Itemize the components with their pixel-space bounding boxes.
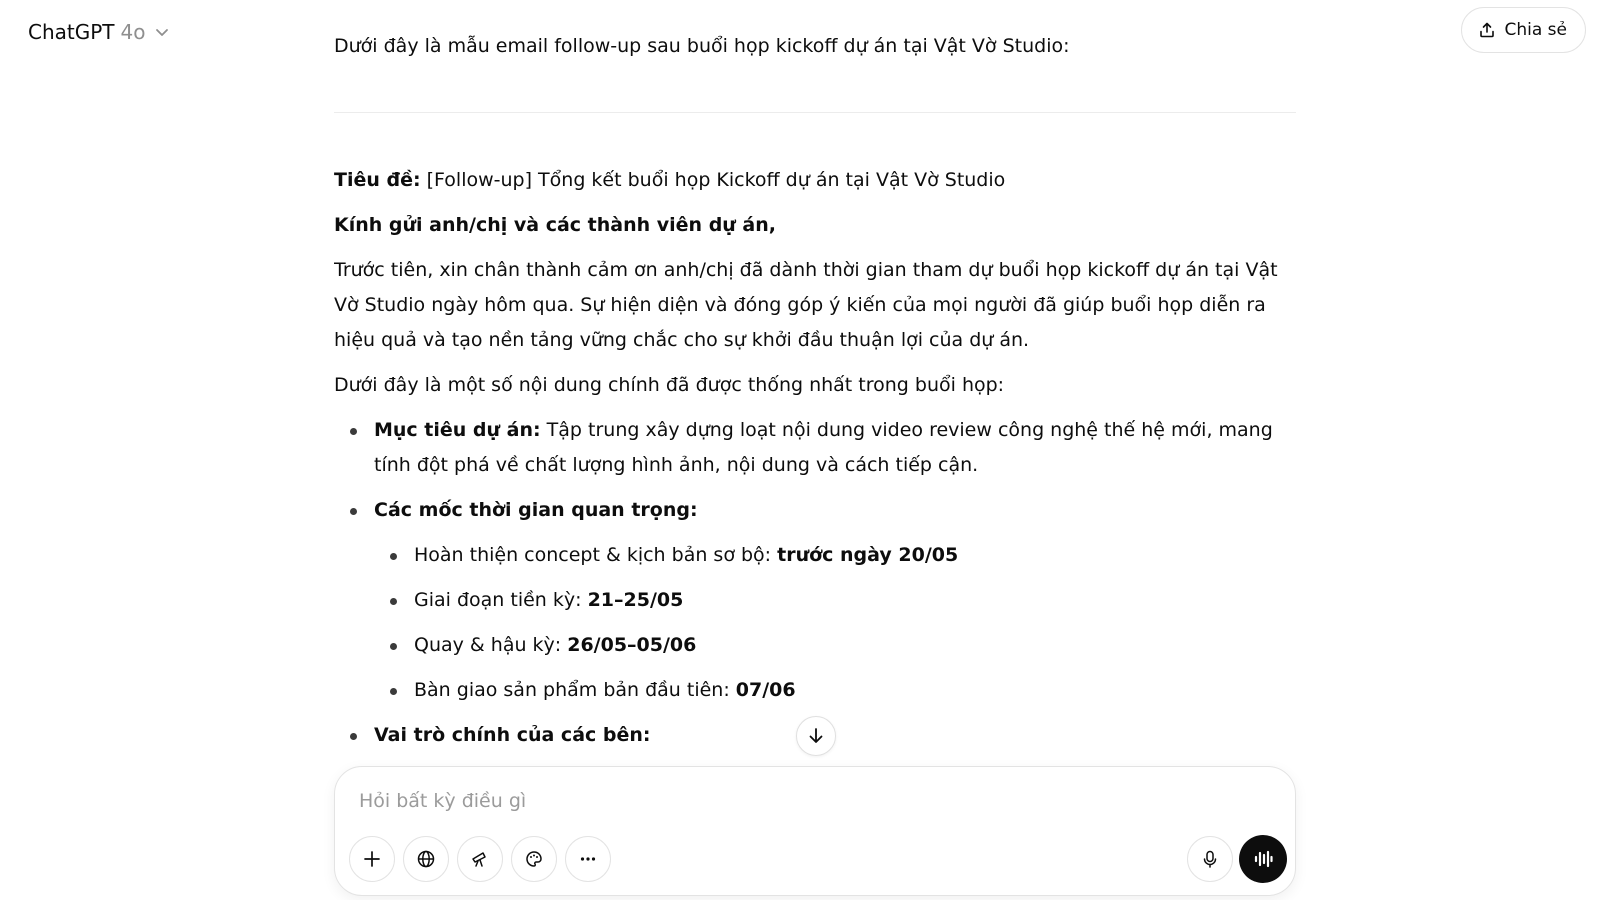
milestone-text: Giai đoạn tiền kỳ: bbox=[414, 589, 588, 611]
telescope-icon bbox=[470, 849, 490, 869]
dictate-button[interactable] bbox=[1187, 836, 1233, 882]
arrow-down-icon bbox=[806, 726, 826, 746]
milestones-label: Các mốc thời gian quan trọng: bbox=[374, 499, 698, 521]
ellipsis-icon bbox=[578, 849, 598, 869]
key-points-list bbox=[334, 413, 1296, 753]
web-search-button[interactable] bbox=[403, 836, 449, 882]
share-label: Chia sẻ bbox=[1504, 20, 1567, 40]
add-attachment-button[interactable] bbox=[349, 836, 395, 882]
model-name: ChatGPT bbox=[28, 20, 115, 44]
share-button[interactable] bbox=[1461, 7, 1586, 53]
globe-icon bbox=[416, 849, 436, 869]
milestone-item bbox=[374, 538, 1296, 573]
milestone-text: Hoàn thiện concept & kịch bản sơ bộ: bbox=[414, 544, 778, 566]
upload-icon bbox=[1478, 21, 1496, 39]
waveform-icon bbox=[1252, 848, 1274, 870]
email-paragraph: Trước tiên, xin chân thành cảm ơn anh/chị đã dành thời gian tham dự buổi họp kickoff dự án tại Vật Vờ Studio ngày hôm qua. Sự hiện diện và đóng góp ý kiến của mọi người đã giúp buổi họp diễn ra hiệu quả và tạo nền tảng vững chắc cho sự khởi đầu thuận lợi của dự án. bbox=[334, 259, 1278, 351]
milestone-item bbox=[374, 628, 1296, 663]
milestone-date: 26/05–05/06 bbox=[567, 634, 697, 656]
deep-research-button[interactable] bbox=[457, 836, 503, 882]
more-tools-button[interactable] bbox=[565, 836, 611, 882]
milestones-list bbox=[374, 538, 1296, 708]
voice-mode-button[interactable] bbox=[1239, 835, 1287, 883]
milestone-item bbox=[374, 673, 1296, 708]
palette-icon bbox=[524, 849, 544, 869]
model-version: 4o bbox=[120, 20, 146, 44]
milestone-date: trước ngày 20/05 bbox=[777, 544, 959, 566]
email-greeting bbox=[334, 208, 1296, 243]
assistant-intro: Dưới đây là mẫu email follow-up sau buổi họp kickoff dự án tại Vật Vờ Studio: bbox=[334, 35, 1070, 57]
greeting-text: Kính gửi anh/chị và các thành viên dự án, bbox=[334, 214, 777, 236]
email-draft bbox=[334, 163, 1296, 760]
conversation-area bbox=[334, 0, 1296, 760]
model-selector[interactable] bbox=[18, 14, 181, 50]
create-image-button[interactable] bbox=[511, 836, 557, 882]
divider bbox=[334, 112, 1296, 113]
microphone-icon bbox=[1200, 849, 1220, 869]
chevron-down-icon bbox=[153, 23, 171, 41]
message-composer bbox=[334, 766, 1296, 896]
plus-icon bbox=[362, 849, 382, 869]
milestone-text: Bàn giao sản phẩm bản đầu tiên: bbox=[414, 679, 736, 701]
list-item bbox=[334, 413, 1296, 483]
list-item bbox=[334, 493, 1296, 708]
milestone-text: Quay & hậu kỳ: bbox=[414, 634, 568, 656]
goal-text: Tập trung xây dựng loạt nội dung video review công nghệ thế hệ mới, mang tính đột phá về chất lượng hình ảnh, nội dung và cách tiếp cận. bbox=[374, 419, 1273, 476]
milestone-date: 07/06 bbox=[735, 679, 796, 701]
email-subject bbox=[334, 163, 1296, 198]
prompt-input[interactable] bbox=[359, 781, 1259, 821]
goal-label: Mục tiêu dự án: bbox=[374, 419, 541, 441]
scroll-to-bottom-button[interactable] bbox=[796, 716, 836, 756]
email-paragraph: Dưới đây là một số nội dung chính đã được thống nhất trong buổi họp: bbox=[334, 374, 1005, 396]
subject-text: [Follow-up] Tổng kết buổi họp Kickoff dự án tại Vật Vờ Studio bbox=[420, 169, 1006, 191]
milestone-item bbox=[374, 583, 1296, 618]
subject-label: Tiêu đề: bbox=[334, 169, 421, 191]
roles-label: Vai trò chính của các bên: bbox=[374, 724, 651, 746]
milestone-date: 21–25/05 bbox=[587, 589, 684, 611]
